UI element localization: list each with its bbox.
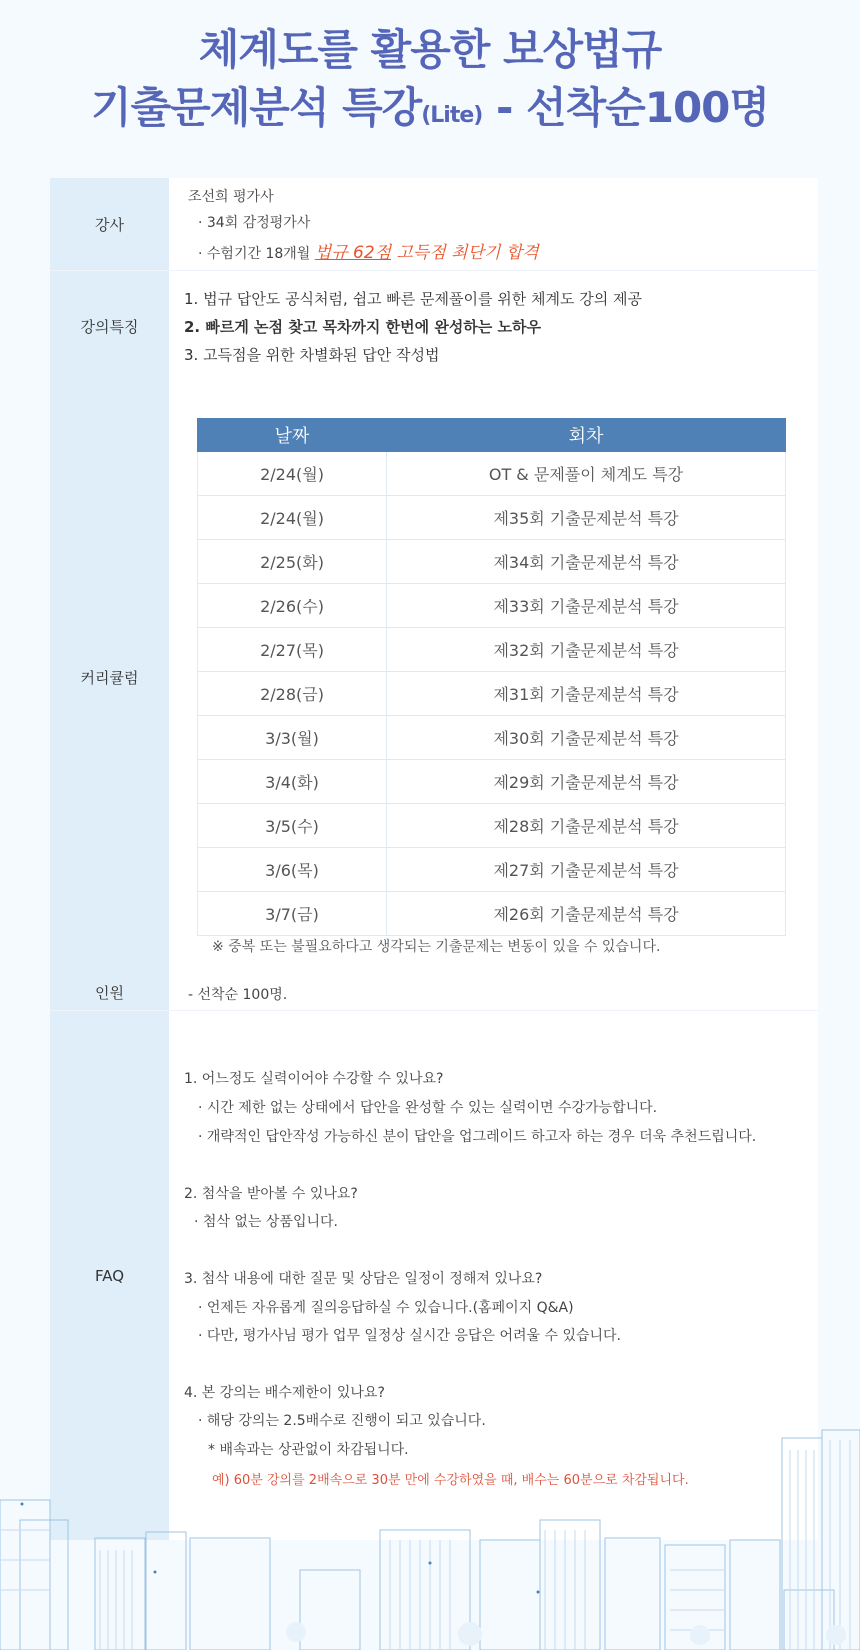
- faq-q3: 3. 첨삭 내용에 대한 질문 및 상담은 일정이 정해져 있나요?: [184, 1271, 543, 1287]
- score-highlight: 법규 62점: [314, 243, 392, 263]
- instructor-name: 조선희 평가사: [188, 189, 274, 205]
- row-divider: [50, 270, 818, 271]
- schedule-row: [198, 892, 786, 936]
- tree: [458, 1622, 482, 1646]
- schedule-date-cell: 2/25(화): [198, 540, 387, 584]
- schedule-row: [198, 540, 786, 584]
- building: [784, 1590, 834, 1650]
- curriculum-note: ※ 중복 또는 불필요하다고 생각되는 기출문제는 변동이 있을 수 있습니다.: [212, 939, 661, 955]
- schedule-date-cell: 3/3(월): [198, 716, 387, 760]
- schedule-date-cell: 2/24(월): [198, 496, 387, 540]
- schedule-session-cell: 제27회 기출문제분석 특강: [387, 848, 786, 892]
- header-session: 회차: [387, 419, 786, 452]
- schedule-session-cell: OT & 문제풀이 체계도 특강: [387, 452, 786, 496]
- schedule-session-cell: 제26회 기출문제분석 특강: [387, 892, 786, 936]
- schedule-session-cell: 제28회 기출문제분석 특강: [387, 804, 786, 848]
- faq-q4-answer-2: * 배속과는 상관없이 차감됩니다.: [208, 1442, 409, 1458]
- schedule-date-cell: 2/26(수): [198, 584, 387, 628]
- label-column: [50, 178, 169, 1540]
- building: [730, 1540, 780, 1650]
- building: [20, 1520, 68, 1650]
- schedule-date-cell: 3/6(목): [198, 848, 387, 892]
- building: [190, 1538, 270, 1650]
- faq-q3-answer-2: · 다만, 평가사님 평가 업무 일정상 실시간 응답은 어려울 수 있습니다.: [198, 1328, 621, 1344]
- faq-q4: 4. 본 강의는 배수제한이 있나요?: [184, 1385, 385, 1401]
- building: [146, 1532, 186, 1650]
- schedule-row: [198, 848, 786, 892]
- schedule-table: [197, 418, 786, 936]
- header-date: 날짜: [198, 419, 387, 452]
- feature-item-2: 2. 빠르게 논점 찾고 목차까지 한번에 완성하는 노하우: [184, 318, 541, 336]
- instructor-bullet-2-tail: 고득점 최단기 합격: [391, 243, 539, 263]
- building: [605, 1538, 660, 1650]
- instructor-bullet-2-prefix: · 수험기간 18개월: [198, 246, 311, 262]
- page-title: [0, 22, 860, 146]
- schedule-header-row: [198, 419, 786, 452]
- faq-q1: 1. 어느정도 실력이어야 수강할 수 있나요?: [184, 1071, 444, 1087]
- schedule-row: [198, 628, 786, 672]
- schedule-date-cell: 3/4(화): [198, 760, 387, 804]
- building: [540, 1520, 600, 1650]
- city-skyline-illustration: [0, 1420, 860, 1650]
- faq-q4-example: 예) 60분 강의를 2배속으로 30분 만에 수강하였을 때, 배수는 60분으로 차감됩니다.: [212, 1473, 689, 1488]
- title-line2-tail: - 선착순100명: [482, 83, 769, 132]
- tree: [826, 1625, 846, 1645]
- schedule-date-cell: 2/27(목): [198, 628, 387, 672]
- schedule-date-cell: 2/28(금): [198, 672, 387, 716]
- building: [300, 1570, 360, 1650]
- building: [480, 1540, 540, 1650]
- row-divider: [50, 1010, 818, 1011]
- schedule-date-cell: 2/24(월): [198, 452, 387, 496]
- building: [822, 1430, 860, 1650]
- faq-q3-answer-1: · 언제든 자유롭게 질의응답하실 수 있습니다.(홈페이지 Q&A): [198, 1300, 574, 1316]
- instructor-bullet-2: [198, 238, 539, 263]
- faq-q2-answer-1: · 첨삭 없는 상품입니다.: [194, 1214, 338, 1230]
- schedule-row: [198, 760, 786, 804]
- row-label-instructor: 강사: [95, 216, 124, 234]
- building: [95, 1538, 145, 1650]
- feature-item-1: 1. 법규 답안도 공식처럼, 쉽고 빠른 문제풀이를 위한 체계도 강의 제공: [184, 290, 642, 308]
- faq-q1-answer-1: · 시간 제한 없는 상태에서 답안을 완성할 수 있는 실력이면 수강가능합니다.: [198, 1100, 658, 1116]
- schedule-row: [198, 496, 786, 540]
- row-label-curriculum: 커리큘럼: [80, 669, 139, 687]
- faq-q2: 2. 첨삭을 받아볼 수 있나요?: [184, 1186, 358, 1202]
- title-line2: [0, 78, 860, 146]
- schedule-date-cell: 3/5(수): [198, 804, 387, 848]
- tree: [690, 1625, 710, 1645]
- schedule-session-cell: 제34회 기출문제분석 특강: [387, 540, 786, 584]
- schedule-session-cell: 제29회 기출문제분석 특강: [387, 760, 786, 804]
- schedule-date-cell: 3/7(금): [198, 892, 387, 936]
- schedule-session-cell: 제31회 기출문제분석 특강: [387, 672, 786, 716]
- row-label-capacity: 인원: [95, 984, 124, 1002]
- row-label-features: 강의특징: [80, 318, 139, 336]
- capacity-text: - 선착순 100명.: [188, 987, 288, 1003]
- schedule-row: [198, 672, 786, 716]
- title-line2-main: 기출문제분석 특강: [91, 83, 422, 132]
- instructor-bullet-1: · 34회 감정평가사: [198, 215, 311, 231]
- building: [782, 1438, 822, 1650]
- schedule-row: [198, 584, 786, 628]
- title-line1: 체계도를 활용한 보상법규: [198, 25, 662, 74]
- schedule-session-cell: 제30회 기출문제분석 특강: [387, 716, 786, 760]
- tree: [286, 1622, 306, 1642]
- faq-q1-answer-2: · 개략적인 답안작성 가능하신 분이 답안을 업그레이드 하고자 하는 경우 더욱 추천드립니다.: [198, 1129, 757, 1145]
- schedule-session-cell: 제33회 기출문제분석 특강: [387, 584, 786, 628]
- feature-item-3: 3. 고득점을 위한 차별화된 답안 작성법: [184, 346, 440, 364]
- schedule-body: [198, 452, 786, 936]
- title-lite: (Lite): [421, 103, 483, 128]
- row-label-faq: FAQ: [94, 1267, 125, 1285]
- schedule-session-cell: 제35회 기출문제분석 특강: [387, 496, 786, 540]
- schedule-row: [198, 452, 786, 496]
- schedule-row: [198, 804, 786, 848]
- building: [0, 1500, 50, 1650]
- building: [380, 1530, 470, 1650]
- schedule-row: [198, 716, 786, 760]
- faq-q4-answer-1: · 해당 강의는 2.5배수로 진행이 되고 있습니다.: [198, 1413, 486, 1429]
- schedule-session-cell: 제32회 기출문제분석 특강: [387, 628, 786, 672]
